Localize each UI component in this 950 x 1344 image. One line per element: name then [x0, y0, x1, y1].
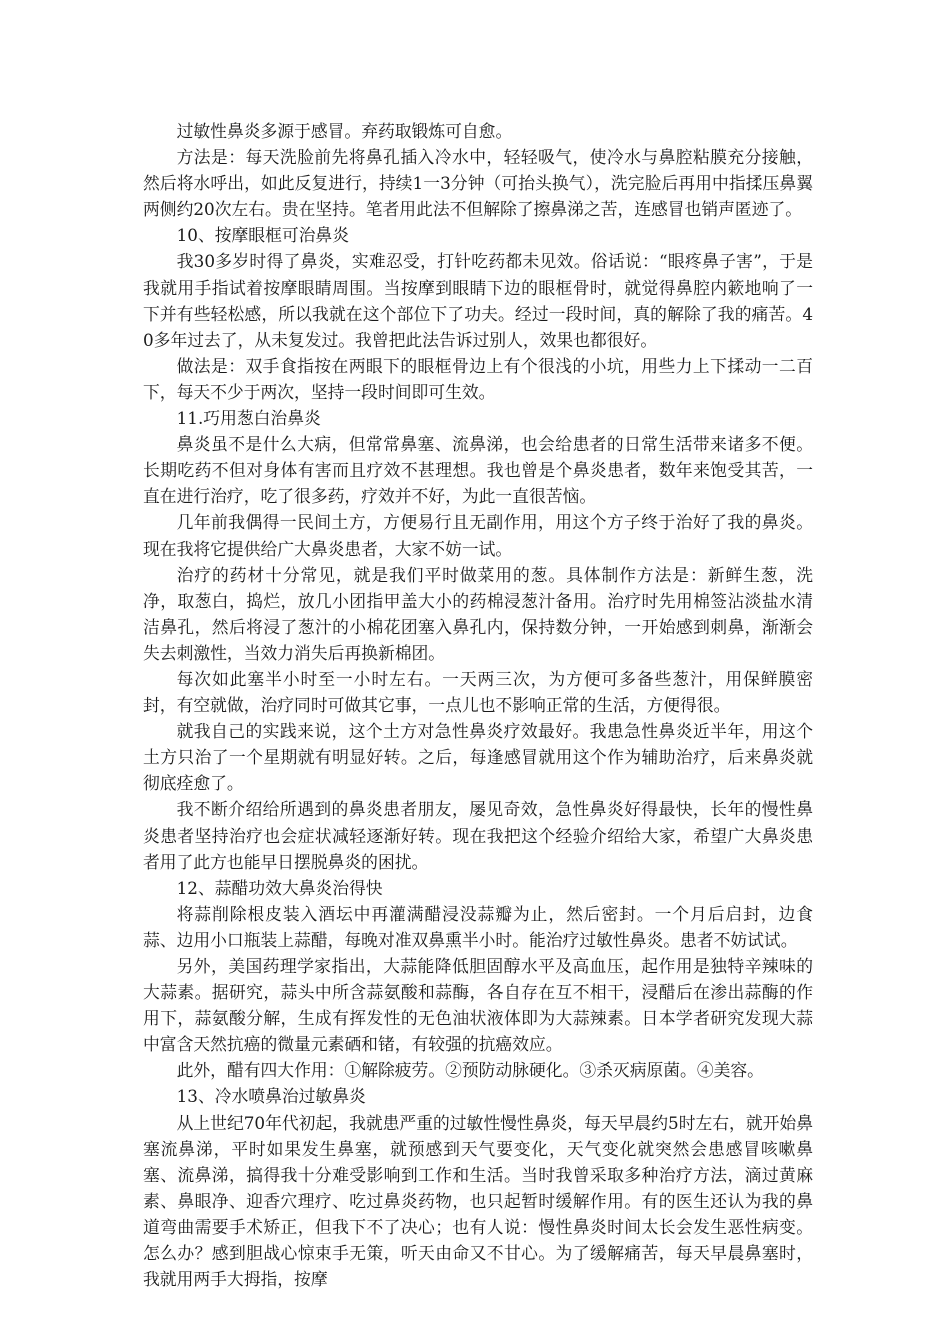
paragraph-scallion-experience: 就我自己的实践来说，这个土方对急性鼻炎疗效最好。我患急性鼻炎近半年，用这个土方只治了一个星期就有明显好转。之后，每逢感冒就用这个作为辅助治疗，后来鼻炎就彻底痊愈了。 — [143, 721, 813, 794]
paragraph-garlic-vinegar-method: 将蒜削除根皮装入酒坛中再灌满醋浸没蒜瓣为止，然后密封。一个月后启封，边食蒜、边用小口瓶装上蒜醋，每晚对准双鼻熏半小时。能治疗过敏性鼻炎。患者不妨试试。 — [143, 903, 813, 950]
section-heading-11: 11.巧用葱白治鼻炎 — [176, 408, 321, 429]
paragraph-scallion-intro: 鼻炎虽不是什么大病，但常常鼻塞、流鼻涕，也会给患者的日常生活带来诸多不便。长期吃药不但对身体有害而且疗效不甚理想。我也曾是个鼻炎患者，数年来饱受其苦，一直在进行治疗，吃了很多药，疗效并不好，为此一直很苦恼。 — [143, 434, 813, 507]
paragraph-intro: 过敏性鼻炎多源于感冒。弃药取锻炼可自愈。 — [176, 121, 513, 141]
paragraph-scallion-recommendation: 我不断介绍给所遇到的鼻炎患者朋友，屡见奇效，急性鼻炎好得最快，长年的慢性鼻炎患者坚持治疗也会症状减轻逐渐好转。现在我把这个经验介绍给大家，希望广大鼻炎患者用了此方也能早日摆脱鼻炎的困扰。 — [143, 799, 813, 872]
paragraph-scallion-frequency: 每次如此塞半小时至一小时左右。一天两三次，为方便可多备些葱汁，用保鲜膜密封，有空就做，治疗同时可做其它事，一点儿也不影响正常的生活，方便得很。 — [143, 668, 813, 716]
paragraph-method-cold-water: 方法是：每天洗脸前先将鼻孔插入冷水中，轻轻吸气，使冷水与鼻腔粘膜充分接触，然后将水呼出，如此反复进行，持续1一3分钟（可抬头换气），洗完脸后再用中指揉压鼻翼两侧约20次左右。贵在坚持。笔者用此法不但解除了擦鼻涕之苦，连感冒也销声匿迹了。 — [143, 147, 813, 220]
paragraph-garlic-research: 另外，美国药理学家指出，大蒜能降低胆固醇水平及高血压，起作用是独特辛辣味的大蒜素。据研究，蒜头中所含蒜氨酸和蒜酶，各自存在互不相干，浸醋后在渗出蒜酶的作用下，蒜氨酸分解，生成有挥发性的无色油状液体即为大蒜辣素。日本学者研究发现大蒜中富含天然抗癌的微量元素硒和锗，有较强的抗癌效应。 — [143, 956, 813, 1055]
section-heading-13: 13、冷水喷鼻治过敏鼻炎 — [176, 1086, 366, 1107]
section-heading-12: 12、蒜醋功效大鼻炎治得快 — [176, 877, 383, 898]
paragraph-scallion-preparation: 治疗的药材十分常见，就是我们平时做菜用的葱。具体制作方法是：新鲜生葱，洗净，取葱白，捣烂，放几小团指甲盖大小的药棉浸葱汁备用。治疗时先用棉签沾淡盐水清洁鼻孔，然后将浸了葱汁的小棉花团塞入鼻孔内，保持数分钟，一开始感到刺鼻，渐渐会失去刺激性，当效力消失后再换新棉团。 — [143, 564, 813, 663]
paragraph-eye-massage-method: 做法是：双手食指按在两眼下的眼框骨边上有个很浅的小坑，用些力上下揉动一二百下，每天不少于两次，坚持一段时间即可生效。 — [143, 355, 813, 402]
document-body — [143, 118, 813, 1292]
paragraph-cold-water-spray-story: 从上世纪70年代初起，我就患严重的过敏性慢性鼻炎，每天早晨约5时左右，就开始鼻塞流鼻涕，平时如果发生鼻塞，就预感到天气要变化，天气变化就突然会患感冒咳嗽鼻塞、流鼻涕，搞得我十分难受影响到工作和生活。当时我曾采取多种治疗方法，滴过黄麻素、鼻眼净、迎香穴理疗、吃过鼻炎药物，也只起暂时缓解作用。有的医生还认为我的鼻道弯曲需要手术矫正，但我下不了决心；也有人说：慢性鼻炎时间太长会发生恶性病变。怎么办？感到胆战心惊束手无策，听天由命又不甘心。为了缓解痛苦，每天早晨鼻塞时，我就用两手大拇指，按摩 — [143, 1112, 813, 1290]
paragraph-eye-massage-story: 我30多岁时得了鼻炎，实难忍受，打针吃药都未见效。俗话说：“眼疼鼻子害”，于是我就用手指试着按摩眼睛周围。当按摩到眼睛下边的眼框骨时，就觉得鼻腔内簌地响了一下并有些轻松感，所以我就在这个部位下了功夫。经过一段时间，真的解除了我的痛苦。40多年过去了，从未复发过。我曾把此法告诉过别人，效果也都很好。 — [143, 251, 813, 350]
paragraph-scallion-remedy: 几年前我偶得一民间土方，方便易行且无副作用，用这个方子终于治好了我的鼻炎。现在我将它提供给广大鼻炎患者，大家不妨一试。 — [143, 512, 813, 559]
section-heading-10: 10、按摩眼框可治鼻炎 — [176, 225, 349, 246]
paragraph-vinegar-benefits: 此外，醋有四大作用：①解除疲劳。②预防动脉硬化。③杀灭病原菌。④美容。 — [176, 1060, 764, 1081]
